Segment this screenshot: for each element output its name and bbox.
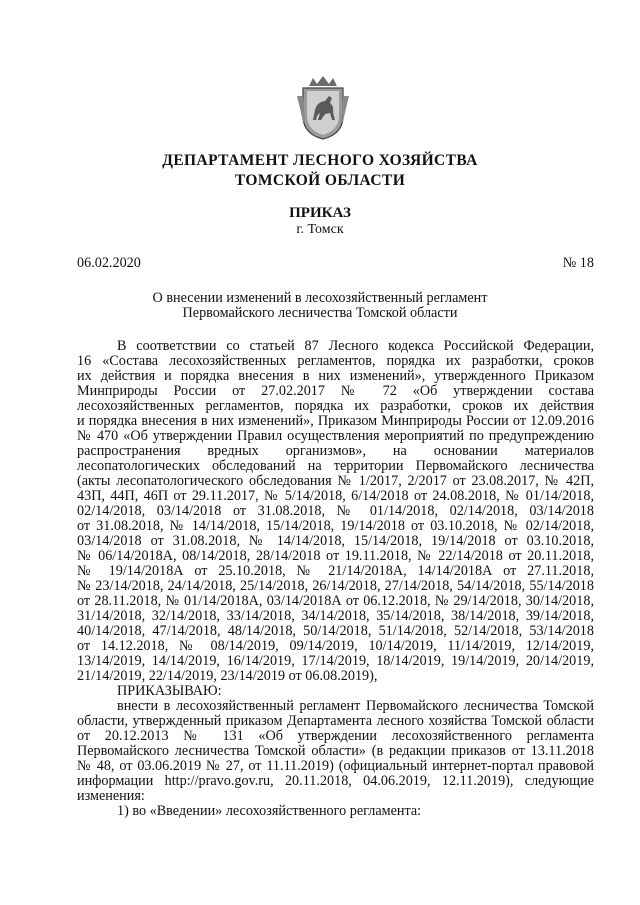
clause-line: от 20.12.2013 № 131 «Об утверждении лесохозяйственного регламента [77, 729, 594, 744]
preamble-line: 02/14/2018, 03/14/2018 от 31.08.2018, № 01/14/2018, 02/14/2018, 03/14/2018 [77, 504, 594, 519]
order-number: № 18 [562, 255, 594, 271]
preamble-line: от 28.11.2018, № 01/14/2018А, 03/14/2018А от 06.12.2018, № 29/14/2018, 30/14/2018, [77, 594, 594, 609]
preamble-line: № 470 «Об утверждении Правил осуществления мероприятий по предупреждению [77, 429, 594, 444]
department-name-line1: ДЕПАРТАМЕНТ ЛЕСНОГО ХОЗЯЙСТВА [162, 152, 478, 169]
department-name-line2: ТОМСКОЙ ОБЛАСТИ [234, 172, 406, 189]
preamble-line: № 19/14/2018А от 25.10.2018, № 21/14/2018А, 14/14/2018А от 27.11.2018, [77, 564, 594, 579]
preamble-line: распространения вредных организмов», на основании материалов [77, 444, 594, 459]
preamble-line: № 06/14/2018А, 08/14/2018, 28/14/2018 от 19.11.2018, № 22/14/2018 от 20.11.2018, [77, 549, 594, 564]
order-word: ПРИКАЗЫВАЮ: [117, 683, 222, 699]
preamble-line: их действия и порядка внесения в них изменений», утвержденного Приказом [77, 369, 594, 384]
preamble-line: 40/14/2018, 47/14/2018, 48/14/2018, 50/14/2018, 51/14/2018, 52/14/2018, 53/14/2018 [77, 624, 594, 639]
preamble-line: 31/14/2018, 32/14/2018, 33/14/2018, 34/14/2018, 35/14/2018, 38/14/2018, 39/14/2018, [77, 609, 594, 624]
clause-line: Первомайского лесничества Томской области» (в редакции приказов от 13.11.2018 [77, 744, 594, 759]
preamble-line: Минприроды России от 27.02.2017 № 72 «Об утверждении состава [77, 384, 594, 399]
preamble-line: 21/14/2019, 22/14/2019, 23/14/2019 от 06.08.2019), [77, 668, 378, 684]
clause-line: № 48, от 03.06.2019 № 27, от 11.11.2019) (официальный интернет-портал правовой [77, 759, 594, 774]
preamble-line: лесохозяйственных регламентов, порядка их разработки, сроков их действия [77, 399, 594, 414]
preamble-line: и порядка внесения в них изменений», Приказом Минприроды России от 12.09.2016 [77, 414, 594, 429]
preamble-line: 43П, 44П, 46П от 29.11.2017, № 5/14/2018, 6/14/2018 от 24.08.2018, № 01/14/2018, [77, 489, 594, 504]
coat-of-arms-emblem [295, 76, 351, 140]
clause-line: области, утвержденный приказом Департамента лесного хозяйства Томской области [77, 714, 594, 729]
clause-line: информации http://pravo.gov.ru, 20.11.2018, 04.06.2019, 12.11.2019), следующие [77, 774, 594, 789]
clause-line: изменения: [77, 788, 145, 804]
preamble-line: № 23/14/2018, 24/14/2018, 25/14/2018, 26/14/2018, 27/14/2018, 54/14/2018, 55/14/2018 [77, 579, 594, 594]
city: г. Томск [296, 222, 344, 237]
preamble-line: от 14.12.2018, № 08/14/2019, 09/14/2019, 10/14/2019, 11/14/2019, 12/14/2019, [77, 639, 594, 654]
preamble-line: В соответствии со статьей 87 Лесного кодекса Российской Федерации, [117, 339, 594, 354]
preamble-line: (акты лесопатологического обследования № 1/2017, 2/2017 от 23.08.2017, № 42П, [77, 474, 594, 489]
title-line2: Первомайского лесничества Томской области [182, 305, 458, 321]
preamble-line: 16 «Состава лесохозяйственных регламентов, порядка их разработки, сроков [77, 354, 594, 369]
preamble-line: 03/14/2018 от 31.08.2018, № 14/14/2018, 15/14/2018, 19/14/2018 от 03.10.2018, [77, 534, 594, 549]
preamble-line: лесопатологических обследований на территории Первомайского лесничества [77, 459, 594, 474]
item-1: 1) во «Введении» лесохозяйственного регламента: [117, 803, 422, 819]
title-line1: О внесении изменений в лесохозяйственный регламент [152, 290, 488, 306]
preamble-line: 13/14/2019, 14/14/2019, 16/14/2019, 17/14/2019, 18/14/2019, 19/14/2019, 20/14/2019, [77, 654, 594, 669]
order-date: 06.02.2020 [77, 255, 141, 271]
preamble-line: от 31.08.2018, № 14/14/2018, 15/14/2018, 19/14/2018 от 03.10.2018, № 02/14/2018, [77, 519, 594, 534]
document-type: ПРИКАЗ [289, 205, 351, 221]
clause-line: внести в лесохозяйственный регламент Первомайского лесничества Томской [117, 699, 594, 714]
